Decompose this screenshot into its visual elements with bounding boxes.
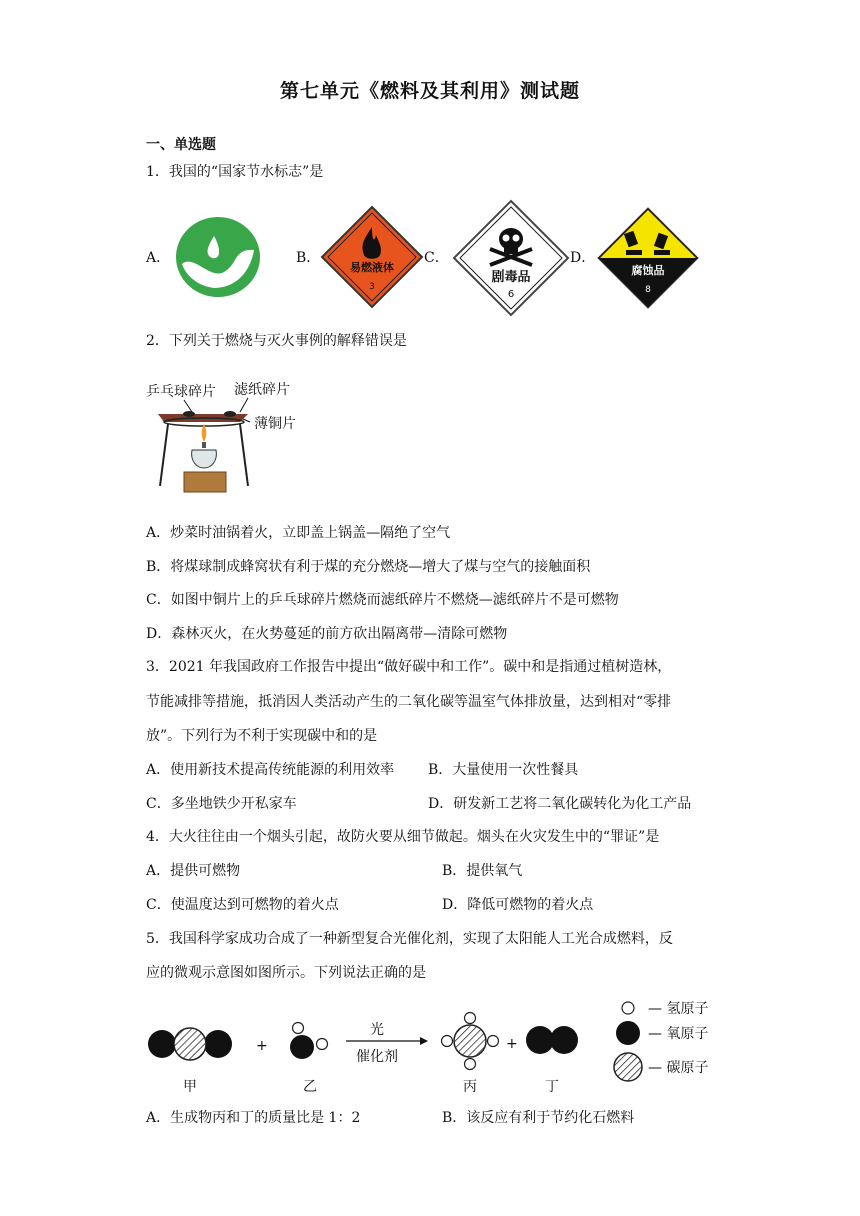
flammable-num: 3 <box>369 282 375 292</box>
q3-option-a[interactable]: A．使用新技术提高传统能源的利用效率 <box>146 762 395 778</box>
label-yi: 乙 <box>303 1079 317 1095</box>
arrow-icon <box>420 1037 428 1045</box>
legend-oxygen: — 氧原子 <box>648 1026 709 1042</box>
corrosive-label: 腐蚀品 <box>631 264 665 277</box>
q1-stem: 1．我国的“国家节水标志”是 <box>146 164 324 180</box>
toxic-num: 6 <box>507 289 515 300</box>
label-bing: 丙 <box>463 1079 477 1095</box>
q3-option-b[interactable]: B．大量使用一次性餐具 <box>428 762 579 778</box>
filter-label: 滤纸碎片 <box>234 382 290 398</box>
q3-option-c[interactable]: C．多坐地铁少开私家车 <box>146 796 297 812</box>
flammable-liquid-sign <box>320 205 424 309</box>
carbon-atom-icon <box>614 1053 642 1081</box>
q5-option-b[interactable]: B．该反应有利于节约化石燃料 <box>442 1110 635 1126</box>
reaction-micro-diagram <box>140 995 730 1097</box>
q1-option-b-label[interactable]: B． <box>296 250 321 266</box>
label-ding: 丁 <box>545 1079 559 1095</box>
h2o-molecule <box>290 1023 328 1060</box>
co2-molecule <box>148 1028 232 1060</box>
q1-option-a-label[interactable]: A． <box>146 250 171 266</box>
plus-sign-1: + <box>256 1038 268 1054</box>
q4-option-d[interactable]: D．降低可燃物的着火点 <box>442 897 594 913</box>
q3-stem-line-1: 3．2021 年我国政府工作报告中提出“做好碳中和工作”。碳中和是指通过植树造林， <box>146 659 672 675</box>
flammable-label: 易燃液体 <box>350 261 394 274</box>
diagram-legend <box>614 1001 708 1081</box>
corrosive-sign <box>596 206 700 310</box>
q1-option-c-label[interactable]: C． <box>424 250 449 266</box>
q4-stem: 4．大火往往由一个烟头引起，故防火要从细节做起。烟头在火灾发生中的“罪证”是 <box>146 829 660 845</box>
oxygen-atom-icon <box>616 1021 640 1045</box>
q4-option-c[interactable]: C．使温度达到可燃物的着火点 <box>146 897 339 913</box>
q2-option-a[interactable]: A．炒菜时油锅着火，立即盖上锅盖—隔绝了空气 <box>146 525 451 541</box>
o2-molecule <box>526 1026 578 1054</box>
toxic-sign <box>452 199 570 317</box>
plus-sign-2: + <box>506 1036 518 1052</box>
page-title: 第七单元《燃料及其利用》测试题 <box>279 80 580 102</box>
arrow-bottom-label: 催化剂 <box>356 1049 398 1065</box>
legend-hydrogen: — 氢原子 <box>648 1001 709 1017</box>
q5-option-a[interactable]: A．生成物丙和丁的质量比是 1：2 <box>146 1110 361 1126</box>
corrosive-num: 8 <box>645 285 651 295</box>
combustion-experiment-figure <box>144 376 314 504</box>
q1-option-d-label[interactable]: D． <box>570 250 596 266</box>
q2-option-d[interactable]: D．森林灭火，在火势蔓延的前方砍出隔离带—清除可燃物 <box>146 626 508 642</box>
section-heading: 一、单选题 <box>146 137 216 153</box>
q5-stem-line-2: 应的微观示意图如图所示。下列说法正确的是 <box>146 965 426 981</box>
arrow-top-label: 光 <box>370 1022 384 1038</box>
q3-stem-line-2: 节能减排等措施，抵消因人类活动产生的二氧化碳等温室气体排放量，达到相对“零排 <box>146 694 672 710</box>
q4-option-a[interactable]: A．提供可燃物 <box>146 863 241 879</box>
q3-option-d[interactable]: D．研发新工艺将二氧化碳转化为化工产品 <box>428 796 692 812</box>
pingpong-label: 乒乓球碎片 <box>146 384 216 400</box>
water-saving-logo <box>174 214 264 298</box>
q4-option-b[interactable]: B．提供氧气 <box>442 863 523 879</box>
label-jia: 甲 <box>183 1079 197 1095</box>
q2-option-b[interactable]: B．将煤球制成蜂窝状有利于煤的充分燃烧—增大了煤与空气的接触面积 <box>146 559 591 575</box>
ch4-molecule <box>442 1013 499 1070</box>
copper-label: 薄铜片 <box>254 416 296 432</box>
q5-stem-line-1: 5．我国科学家成功合成了一种新型复合光催化剂，实现了太阳能人工光合成燃料，反 <box>146 931 673 947</box>
q2-stem: 2．下列关于燃烧与灭火事例的解释错误是 <box>146 333 407 349</box>
q2-option-c[interactable]: C．如图中铜片上的乒乓球碎片燃烧而滤纸碎片不燃烧—滤纸碎片不是可燃物 <box>146 592 619 608</box>
toxic-label: 剧毒品 <box>491 270 531 285</box>
legend-carbon: — 碳原子 <box>648 1060 709 1076</box>
hydrogen-atom-icon <box>622 1002 634 1014</box>
q3-stem-line-3: 放”。下列行为不利于实现碳中和的是 <box>146 728 378 744</box>
